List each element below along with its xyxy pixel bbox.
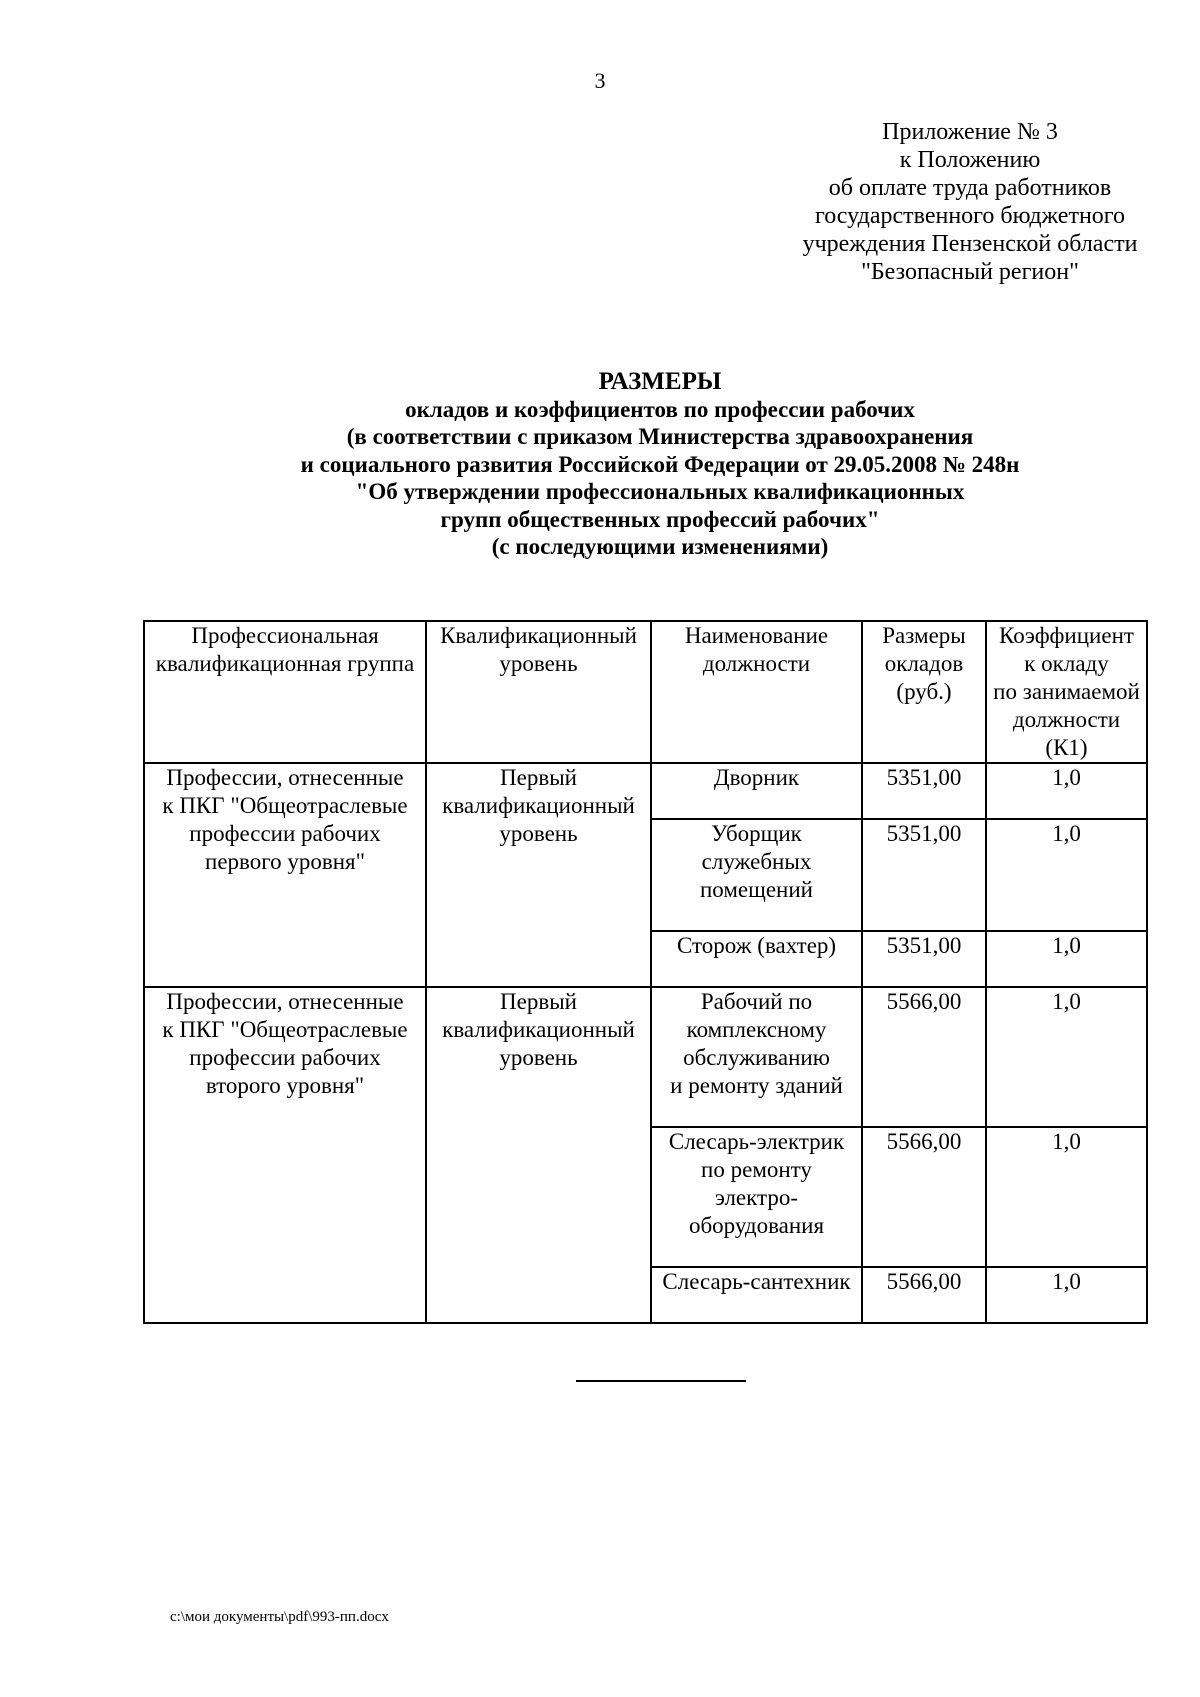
- header-group: Профессиональная квалификационная группа: [144, 621, 426, 763]
- appendix-line: к Положению: [899, 147, 1041, 173]
- title-line: "Об утверждении профессиональных квалификационных: [355, 479, 965, 504]
- appendix-header: [760, 118, 1180, 286]
- salary-cell: 5351,00: [862, 763, 986, 819]
- title-line: окладов и коэффициентов по профессии рабочих: [405, 396, 915, 422]
- salary-cell: 5351,00: [862, 931, 986, 987]
- group-cell: Профессии, отнесенные к ПКГ "Общеотраслевые профессии рабочих второго уровня": [144, 987, 426, 1323]
- coefficient-cell: 1,0: [986, 763, 1147, 819]
- header-position: Наименование должности: [651, 621, 862, 763]
- coefficient-cell: 1,0: [986, 931, 1147, 987]
- title-line: групп общественных профессий рабочих": [440, 506, 880, 532]
- table-row: [144, 987, 1147, 1127]
- page-number: 3: [594, 68, 606, 93]
- appendix-line: государственного бюджетного: [814, 203, 1126, 229]
- appendix-line: Приложение № 3: [882, 119, 1058, 145]
- salary-table: [143, 620, 1148, 1324]
- coefficient-cell: 1,0: [986, 819, 1147, 931]
- title-line: и социального развития Российской Федерации от 29.05.2008 № 248н: [300, 451, 1020, 477]
- title-line: (с последующими изменениями): [491, 534, 829, 559]
- header-coefficient: Коэффициент к окладу по занимаемой должности (К1): [986, 621, 1147, 763]
- position-cell: Сторож (вахтер): [651, 931, 862, 987]
- header-level: Квалификационный уровень: [426, 621, 651, 763]
- position-cell: Дворник: [651, 763, 862, 819]
- appendix-line: учреждения Пензенской области: [802, 231, 1138, 257]
- appendix-line: об оплате труда работников: [828, 175, 1112, 201]
- group-cell: Профессии, отнесенные к ПКГ "Общеотраслевые профессии рабочих первого уровня": [144, 763, 426, 987]
- title-main: РАЗМЕРЫ: [598, 368, 722, 395]
- salary-cell: 5566,00: [862, 1127, 986, 1267]
- salary-cell: 5351,00: [862, 819, 986, 931]
- position-cell: Рабочий по комплексному обслуживанию и ремонту зданий: [651, 987, 862, 1127]
- position-cell: Слесарь-сантехник: [651, 1267, 862, 1323]
- salary-cell: 5566,00: [862, 987, 986, 1127]
- document-title: [160, 368, 1160, 561]
- salary-cell: 5566,00: [862, 1267, 986, 1323]
- table-row: [144, 763, 1147, 819]
- footer-file-path: c:\мои документы\pdf\993-пп.docx: [170, 1609, 389, 1625]
- position-cell: Слесарь-электрик по ремонту электро- оборудования: [651, 1127, 862, 1267]
- coefficient-cell: 1,0: [986, 1267, 1147, 1323]
- table-header-row: [144, 621, 1147, 763]
- coefficient-cell: 1,0: [986, 1127, 1147, 1267]
- position-cell: Уборщик служебных помещений: [651, 819, 862, 931]
- level-cell: Первый квалификационный уровень: [426, 763, 651, 987]
- level-cell: Первый квалификационный уровень: [426, 987, 651, 1323]
- header-salary: Размеры окладов (руб.): [862, 621, 986, 763]
- coefficient-cell: 1,0: [986, 987, 1147, 1127]
- end-separator-line: [576, 1380, 746, 1382]
- appendix-line: "Безопасный регион": [861, 259, 1079, 285]
- title-line: (в соответствии с приказом Министерства здравоохранения: [346, 424, 974, 449]
